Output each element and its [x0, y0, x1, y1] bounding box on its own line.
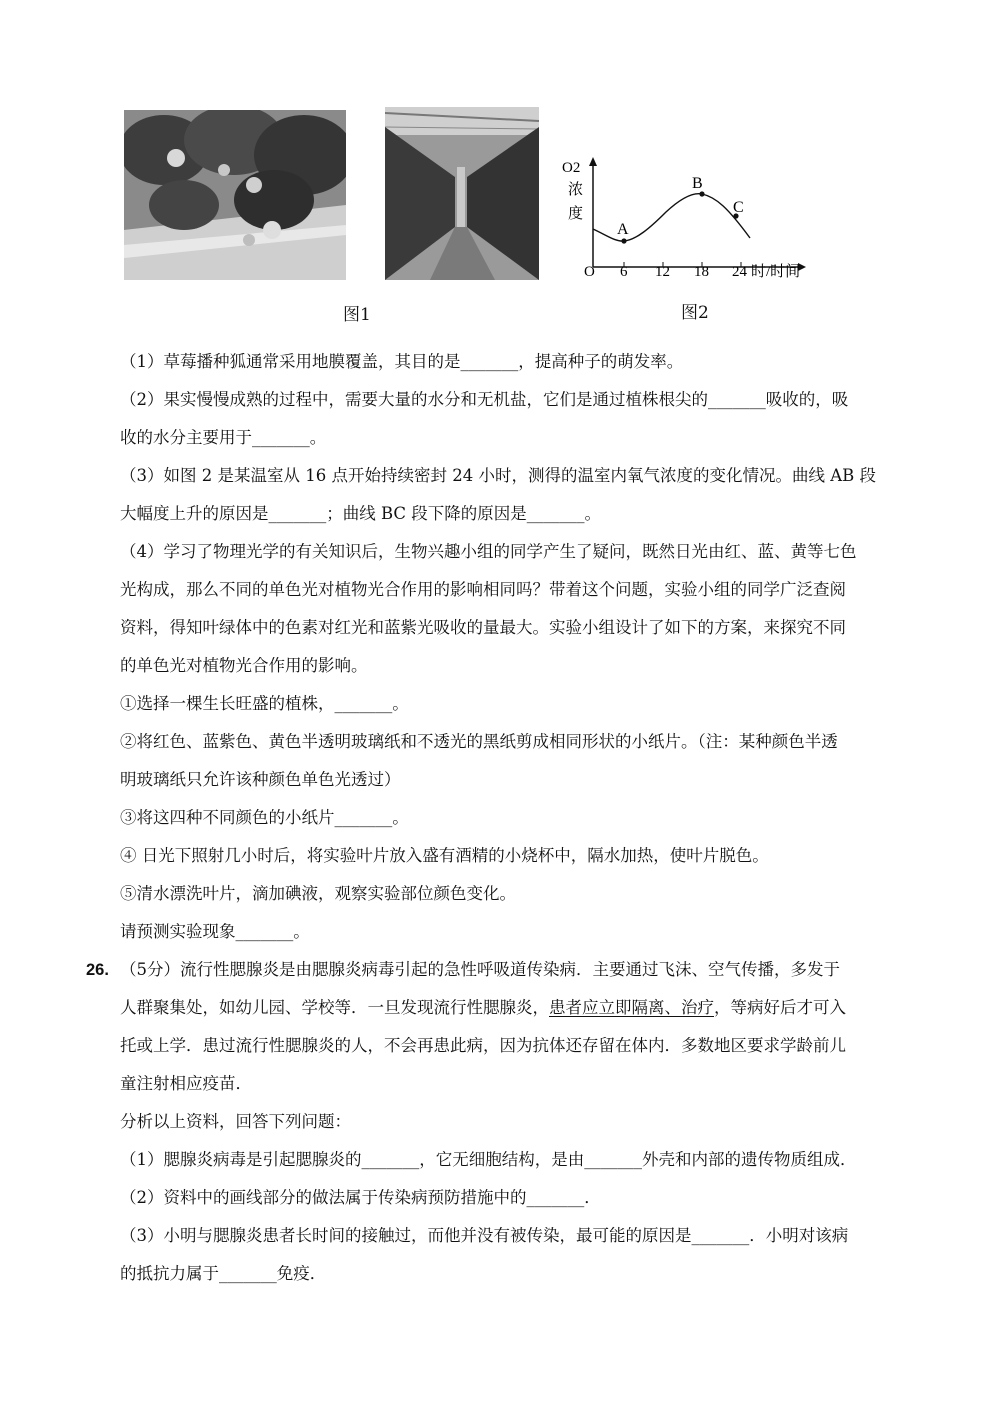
q26-sub2: （2）资料中的画线部分的做法属于传染病预防措施中的_______． [120, 1188, 601, 1207]
q25-sub4-line1: （4）学习了物理光学的有关知识后，生物兴趣小组的同学产生了疑问，既然日光由红、蓝、黄等七色 [120, 542, 857, 561]
q25-sub4-line3: 资料，得知叶绿体中的色素对红光和蓝紫光吸收的量最大。实验小组设计了如下的方案，来探究不同 [120, 618, 846, 637]
q25-sub3-line2: 大幅度上升的原因是_______；曲线 BC 段下降的原因是_______。 [120, 504, 602, 523]
figure-1-caption: 图1 [343, 305, 371, 325]
q25-step4: ④ 日光下照射几小时后，将实验叶片放入盛有酒精的小烧杯中，隔水加热，使叶片脱色。 [120, 846, 769, 865]
graph-x-tick-6: 6 [620, 264, 628, 280]
q26-passage-line2-start: 人群聚集处，如幼儿园、学校等．一旦发现流行性腮腺炎， [120, 998, 549, 1017]
q25-sub3-line1: （3）如图 2 是某温室从 16 点开始持续密封 24 小时，测得的温室内氧气浓度的变化情况。曲线 AB 段 [120, 466, 876, 485]
q26-sub3-line2: 的抵抗力属于_______免疫． [120, 1264, 327, 1283]
graph-origin-label: O [584, 264, 595, 280]
q25-sub2-line1: （2）果实慢慢成熟的过程中，需要大量的水分和无机盐，它们是通过植株根尖的_______吸收的，吸 [120, 390, 849, 409]
q25-step3: ③将这四种不同颜色的小纸片_______。 [120, 808, 409, 827]
q25-step2-line2: 明玻璃纸只允许该种颜色单色光透过） [120, 770, 401, 789]
q25-step1: ①选择一棵生长旺盛的植株，_______。 [120, 694, 409, 713]
graph-x-tick-18: 18 [694, 264, 709, 280]
q25-prediction: 请预测实验现象_______。 [120, 922, 310, 941]
graph-y-label-du: 度 [568, 206, 584, 222]
graph-point-b: B [692, 175, 703, 192]
q26-instruction: 分析以上资料，回答下列问题： [120, 1112, 351, 1131]
graph-x-tick-24: 24 [732, 264, 747, 280]
q26-sub3-line1: （3）小明与腮腺炎患者长时间的接触过，而他并没有被传染，最可能的原因是_______．小明对该病 [120, 1226, 849, 1245]
graph-y-label-nong: 浓 [568, 182, 584, 198]
q25-sub2-line2: 收的水分主要用于_______。 [120, 428, 327, 447]
q26-passage-line2 [120, 997, 846, 1019]
q25-step5: ⑤清水漂洗叶片，滴加碘液，观察实验部位颜色变化。 [120, 884, 516, 903]
graph-x-tick-12: 12 [655, 264, 670, 280]
q26-passage-line1: （5分）流行性腮腺炎是由腮腺炎病毒引起的急性呼吸道传染病．主要通过飞沫、空气传播，多发于 [120, 960, 840, 979]
greenhouse-photo-2 [385, 107, 539, 280]
greenhouse-photo-1 [124, 110, 346, 280]
q25-sub1: （1）草莓播种狐通常采用地膜覆盖，其目的是_______，提高种子的萌发率。 [120, 352, 684, 371]
figure-2-caption: 图2 [681, 303, 709, 323]
graph-y-label-o2: O2 [562, 160, 581, 176]
q26-underlined-measure: 患者应立即隔离、治疗 [549, 998, 714, 1017]
oxygen-concentration-graph [560, 152, 820, 292]
graph-x-unit: 时/时间 [751, 264, 801, 280]
q25-step2-line1: ②将红色、蓝紫色、黄色半透明玻璃纸和不透光的黑纸剪成相同形状的小纸片。（注：某种颜色半透 [120, 732, 838, 751]
q25-sub4-line2: 光构成，那么不同的单色光对植物光合作用的影响相同吗？带着这个问题，实验小组的同学广泛查阅 [120, 580, 846, 599]
q25-sub4-line4: 的单色光对植物光合作用的影响。 [120, 656, 368, 675]
graph-point-c: C [733, 199, 744, 216]
q26-passage-line4: 童注射相应疫苗． [120, 1074, 252, 1093]
graph-point-a: A [617, 221, 629, 238]
q26-passage-line2-end: ，等病好后才可入 [714, 998, 846, 1017]
question-26-number: 26. [86, 961, 109, 979]
q26-sub1: （1）腮腺炎病毒是引起腮腺炎的_______，它无细胞结构，是由_______外壳和内部的遗传物质组成． [120, 1150, 857, 1169]
q26-passage-line3: 托或上学．患过流行性腮腺炎的人，不会再患此病，因为抗体还存留在体内．多数地区要求学龄前儿 [120, 1036, 846, 1055]
